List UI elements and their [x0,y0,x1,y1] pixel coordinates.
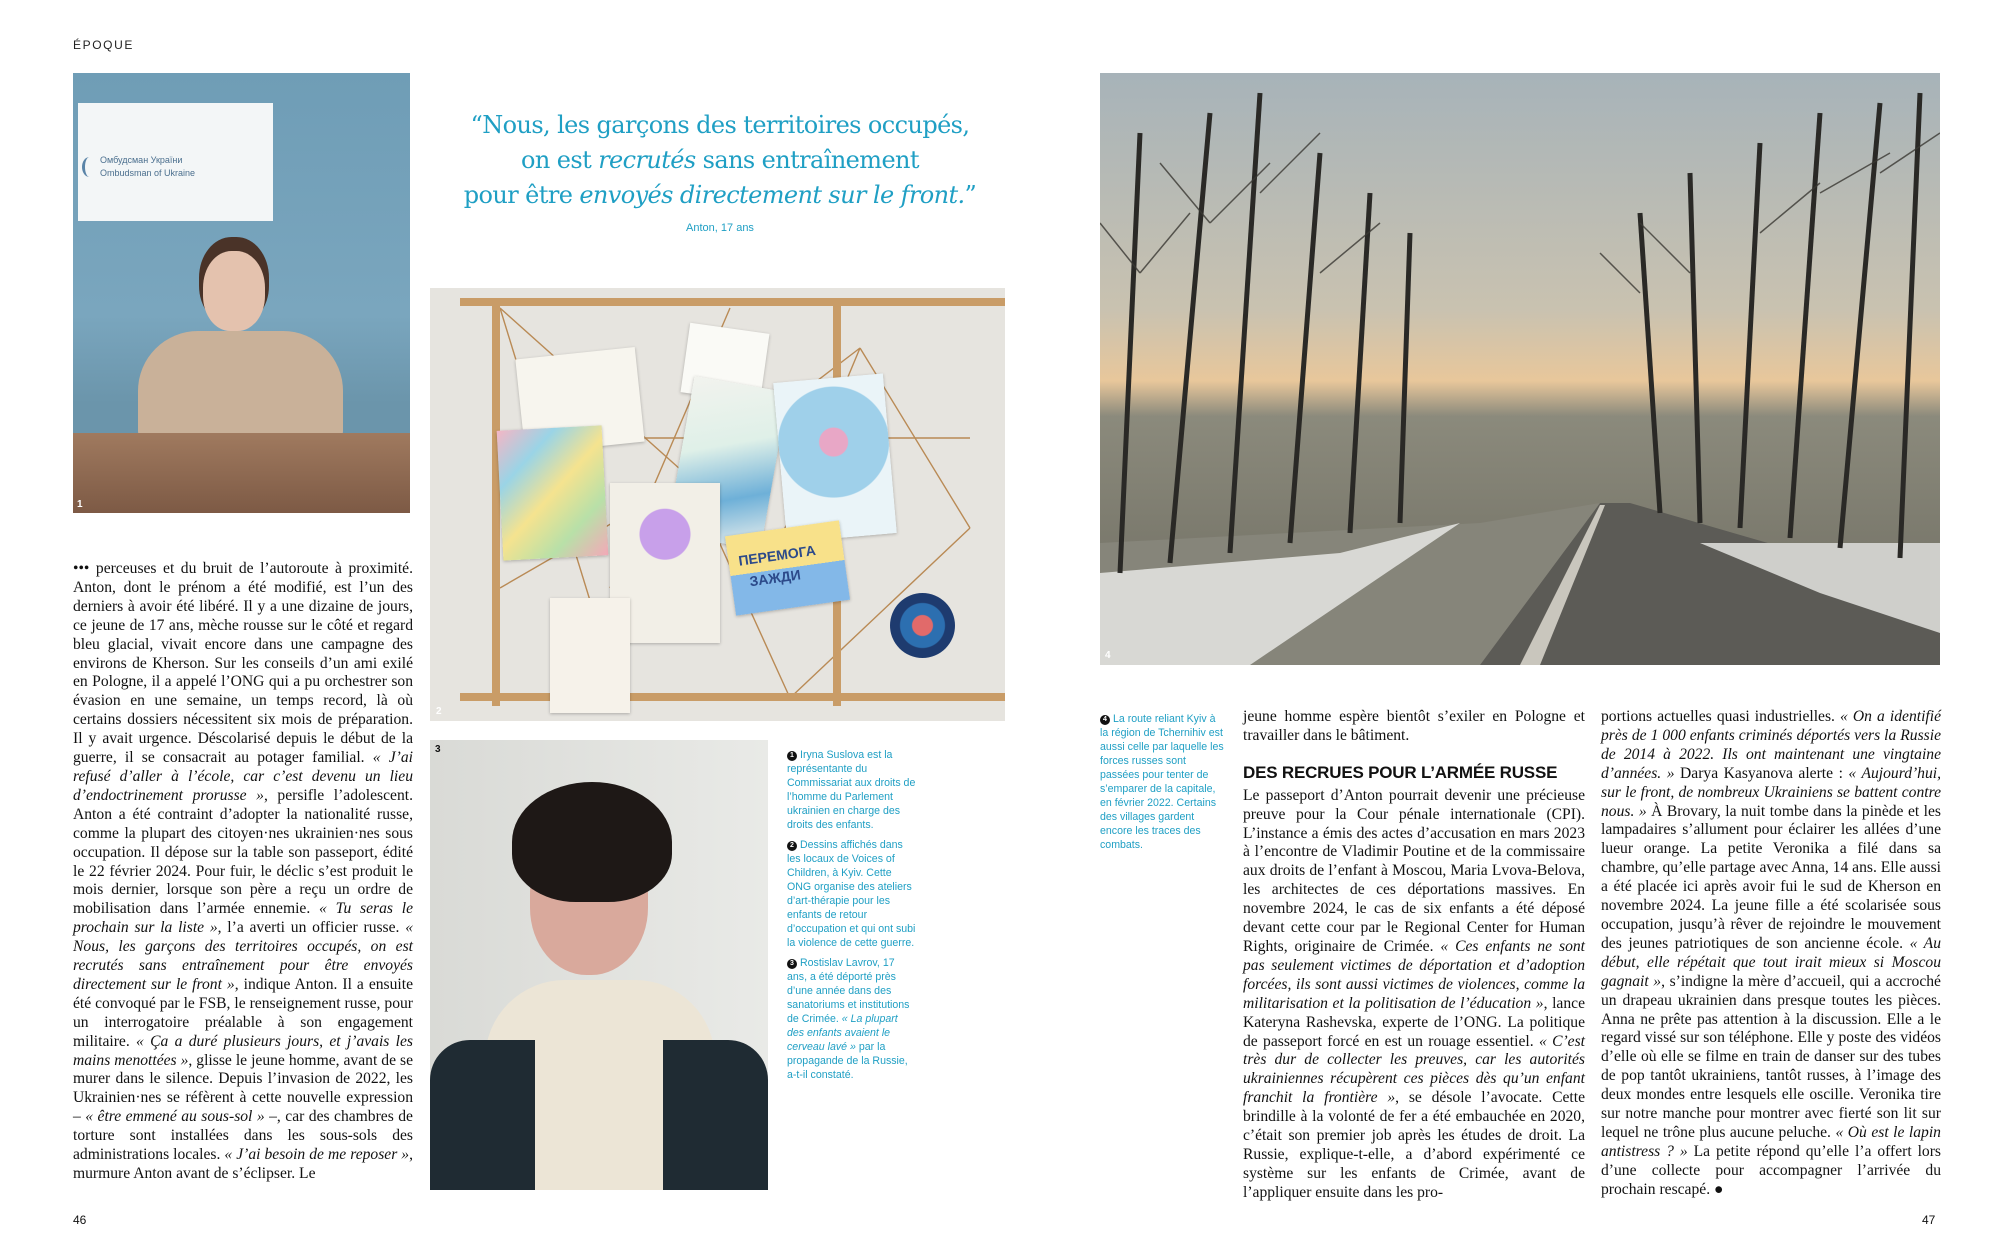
road-landscape [1100,73,1940,665]
drawing-mandala [890,593,955,658]
photo-iryna-suslova [73,73,410,513]
drawing-flower-blue [773,374,897,543]
photo-number: 4 [1105,650,1111,661]
captions-block [787,748,917,1088]
drawing-rainbow [497,425,609,560]
article-column-3: jeune homme espère bientôt s’exiler en Pologne et travailler dans le bâtiment. DES RECRUES POUR L’ARMÉE RUSSE Le passeport d’Anton pourrait devenir une précieuse preuve pour la Cour pénale internationale (CPI). L’instance a émis des actes d’accusation en mars 2023 à l’encontre de Vladimir Poutine et de la commissaire aux droits de l’enfant à Moscou, Maria Lvova-Belova, les architectes de ces déportations massives. En novembre 2024, le cas de six enfants a été déposé devant cette cour par le Regional Center for Human Rights, originaire de Crimée. « Ces enfants ne sont pas seulement victimes de déportation et d’adoption forcées, ils sont aussi victimes de violences, comme la militarisation et la politisation de l’éducation », lance Kateryna Rashevska, experte de l’ONG. La politique de passeport forcé en est un rouage essentiel. « C’est très dur de collecter les preuves, car les autorités ukrainiennes récupèrent ces pièces dès qu’un enfant franchit la frontière », se désole l’avocate. Cette brindille à la volonté de fer a été embauchée en 2020, c’était son premier job après les études de droit. La Russie, explique-t-elle, a d’abord expérimenté ce système sur les enfants de Crimée, avant de l’appliquer ensuite dans les pro- [1243,708,1585,1201]
subheading: DES RECRUES POUR L’ARMÉE RUSSE [1243,762,1558,782]
caption-2: 2 Dessins affichés dans les locaux de Voices of Children, à Kyiv. Cette ONG organise des ateliers d’art-thérapie pour les enfants de retour d’occupation et qui ont subi la violence de cette guerre. [787,839,916,949]
photo-number: 1 [77,499,83,510]
article-column-1: ••• perceuses et du bruit de l’autoroute à proximité. Anton, dont le prénom a été modifié, est l’un des derniers à avoir été libéré. Il y a une dizaine de jours, ce jeune de 17 ans, mèche rousse sur le côté et regard bleu glacial, vivait encore dans une campagne des environs de Kherson. Sur les conseils d’un ami exilé en Pologne, il a appelé l’ONG qui a pu orchestrer son évasion en une semaine, un temps record, là où certains dossiers nécessitent six mois de préparation. Il y avait urgence. Déscolarisé depuis le début de la guerre, il se consacrait au potager familial. « J’ai refusé d’aller à l’école, car c’est devenu un lieu d’endoctrinement prorusse », persifle l’adolescent. Anton a été contraint d’adopter la nationalité russe, comme la plupart des citoyen·nes ukrainien·nes sous occupation. Il dépose sur la table son passeport, édité le 22 février 2024. Pour fuir, le déclic s’est produit le mois dernier, lorsque son père a reçu un ordre de mobilisation dans l’armée ennemie. « Tu seras le prochain sur la liste », l’a averti un officier russe. « Nous, les garçons des territoires occupés, on est recrutés sans entraînement pour être envoyés directement sur le front », indique Anton. Il a ensuite été convoqué par le FSB, le renseignement russe, pour un interrogatoire préalable à son engagement militaire. « Ça a duré plusieurs jours, et j’avais les mains menottées », glisse le jeune homme, avant de se murer dans le silence. Depuis l’invasion de 2022, les Ukrainien·nes se réfèrent à cette nouvelle expression – « être emmené au sous-sol » –, car des chambres de torture sont installées dans les sous-sols des administrations locales. « J’ai besoin de me reposer », murmure Anton avant de s’éclipser. Le [73,560,414,1182]
photo-road-kyiv-chernihiv [1100,73,1940,665]
page-number-right: 47 [1922,1213,1936,1227]
sign-text-english: Ombudsman of Ukraine [100,168,196,178]
caption-3: 3 Rostislav Lavrov, 17 ans, a été déporté près d’une année dans des sanatoriums et institutions de Crimée. « La plupart des enfants avaient le cerveau lavé » par la propagande de la Russie, a-t-il constaté. [787,957,910,1081]
page-number-left: 46 [73,1213,87,1227]
photo-number: 2 [436,706,442,717]
caption-4: 4 La route reliant Kyiv à la région de Tchernihiv est aussi celle par laquelle les forces russes sont passées pour tenter de s’emparer de la capitale, en février 2022. Certains des villages gardent encore les traces des combats. [1100,713,1224,851]
drawing-fox [550,598,630,713]
photo-children-drawings [430,288,1005,721]
photo-number: 3 [435,744,441,755]
ombudsman-sign [78,103,273,221]
pull-quote: “Nous, les garçons des territoires occupés, on est recrutés sans entraînement pour être envoyés directement sur le front.” [463,111,977,209]
caption-1: 1 Iryna Suslova est la représentante du Commissariat aux droits de l’homme du Parlement ukrainien en charge des droits des enfants. [787,749,916,831]
sign-text-ukrainian: Омбудсман України [100,155,183,165]
ombudsman-logo-icon [82,157,97,177]
article-column-4: portions actuelles quasi industrielles. « On a identifié près de 1 000 enfants criminés déportés vers la Russie de 2014 à 2022. Ils ont maintenant une vingtaine d’années. » Darya Kasyanova alerte : « Aujourd’hui, sur le front, de nombreux Ukrainiens se battent contre nous. » À Brovary, la nuit tombe dans la pinède et les lampadaires s’allument pour éclairer les allées d’une lueur orange. La petite Veronika a filé dans sa chambre, qu’elle partage avec Anna, 14 ans. Elle aussi a été placée ici après avoir fui le sud de Kherson en novembre 2024. La jeune fille a été scolarisée sous occupation, jusqu’à rêver de rejoindre le mouvement des jeunes patriotiques de son ancienne école. « Au début, elle répétait que tout irait mieux si Moscou gagnait », s’indigne la mère d’accueil, qui a accroché un drapeau ukrainien dans presque toutes les pièces. Anna ne prête pas attention à la discussion. Elle a le regard vissé sur son téléphone. Elle y poste des vidéos d’elle où elle se filme en train de danser sur des tubes de pop tantôt ukrainiens, tantôt russes, à l’image des deux mondes entre lesquels elle oscille. Veronika tire sur notre manche pour montrer avec fierté son lit sur lequel ne trône plus aucune peluche. « Où est le lapin antistress ? » La petite répond qu’elle l’a offert lors d’une collecte pour accompagner l’arrivée du prochain rescapé. ● [1601,708,1942,1198]
quote-attribution: Anton, 17 ans [686,222,754,234]
section-label: ÉPOQUE [73,38,134,52]
photo-rostislav-lavrov [430,740,768,1190]
drawing-peremoga: ПЕРЕМОГА ЗАЖДИ [725,520,850,615]
